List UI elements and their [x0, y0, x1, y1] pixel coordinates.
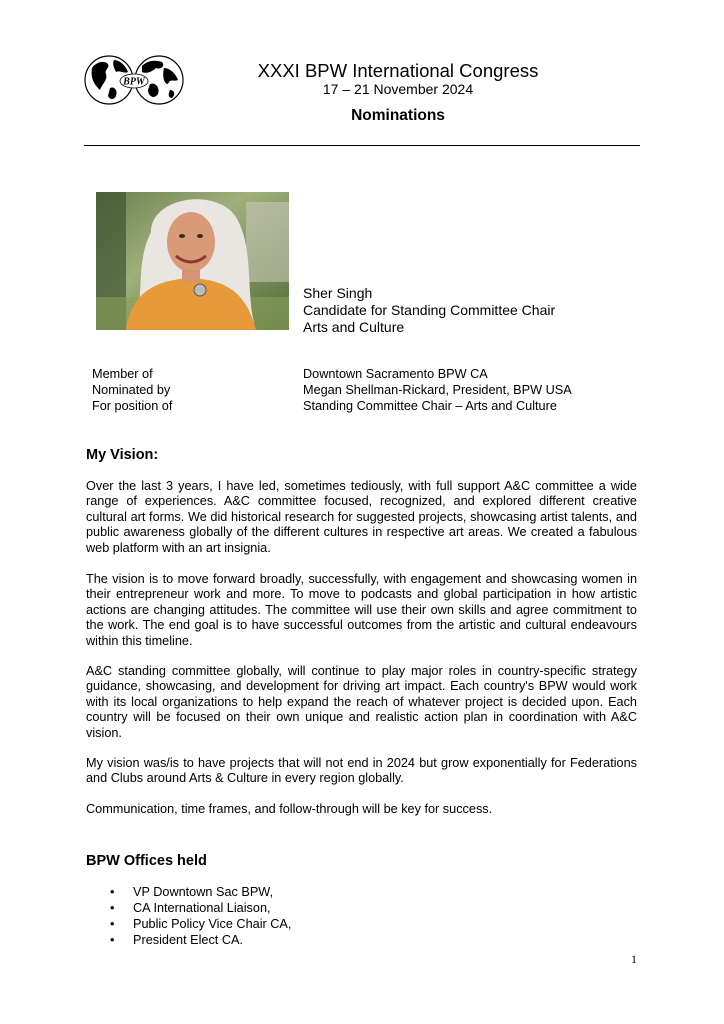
- info-value-nominated: Megan Shellman-Rickard, President, BPW USA: [303, 383, 572, 397]
- office-item: VP Downtown Sac BPW,: [133, 885, 274, 899]
- header-divider: [84, 145, 640, 146]
- candidate-photo: [96, 192, 289, 330]
- office-item: Public Policy Vice Chair CA,: [133, 917, 292, 931]
- list-item: [110, 884, 273, 900]
- info-value-position: Standing Committee Chair – Arts and Culture: [303, 399, 557, 413]
- candidate-role: Candidate for Standing Committee Chair: [303, 302, 556, 318]
- bullet: •: [110, 933, 115, 947]
- list-item: [110, 916, 291, 932]
- vision-paragraph-2: The vision is to move forward broadly, successfully, with engagement and showcasing women in their entrepreneur work and more. To move to podcasts and global participation in how artistic actions are changing attitudes. The committee will use their own skills and agree commitment to the work. The end goal is to have successful outcomes from the artistic and cultural endeavours within this timeline.: [86, 572, 637, 648]
- bullet: •: [110, 901, 115, 915]
- info-label-nominated: Nominated by: [92, 383, 171, 397]
- vision-heading: My Vision:: [86, 447, 159, 463]
- logo-text: BPW: [123, 76, 145, 88]
- vision-paragraph-5: Communication, time frames, and follow-through will be key for success.: [86, 802, 493, 816]
- info-value-member: Downtown Sacramento BPW CA: [303, 367, 488, 381]
- page-number: 1: [631, 952, 637, 966]
- bpw-globe-logo: [84, 54, 184, 106]
- vision-paragraph-1: Over the last 3 years, I have led, sometimes tediously, with full support A&C committee a wide range of experiences. A&C committee focused, recognized, and explored different creative cultural art forms. We did historical research for suggested projects, showcasing artist talents, and public awareness globally of the different cultures in respective art areas. We created a fabulous web platform with an art insignia.: [86, 479, 637, 555]
- congress-dates: 17 – 21 November 2024: [322, 81, 474, 97]
- info-label-member: Member of: [92, 367, 153, 381]
- offices-heading: BPW Offices held: [86, 853, 207, 869]
- vision-paragraph-3: A&C standing committee globally, will continue to play major roles in country-specific strategy guidance, showcasing, and development for driving art impact. Each country's BPW would work with its local organizations to help expand the reach of whatever project is decided upon. Each country will be focused on their own unique and realistic action plan in coordination with A&C vision.: [86, 664, 637, 740]
- info-label-position: For position of: [92, 399, 173, 413]
- bullet: •: [110, 885, 115, 899]
- list-item: [110, 900, 271, 916]
- list-item: [110, 932, 243, 948]
- bullet: •: [110, 917, 115, 931]
- candidate-committee: Arts and Culture: [303, 319, 405, 335]
- congress-title: XXXI BPW International Congress: [257, 60, 539, 81]
- candidate-name: Sher Singh: [303, 285, 373, 301]
- section-title: Nominations: [351, 107, 445, 124]
- vision-paragraph-4: My vision was/is to have projects that will not end in 2024 but grow exponentially for Federations and Clubs around Arts & Culture in every region globally.: [86, 756, 637, 786]
- office-item: CA International Liaison,: [133, 901, 271, 915]
- office-item: President Elect CA.: [133, 933, 244, 947]
